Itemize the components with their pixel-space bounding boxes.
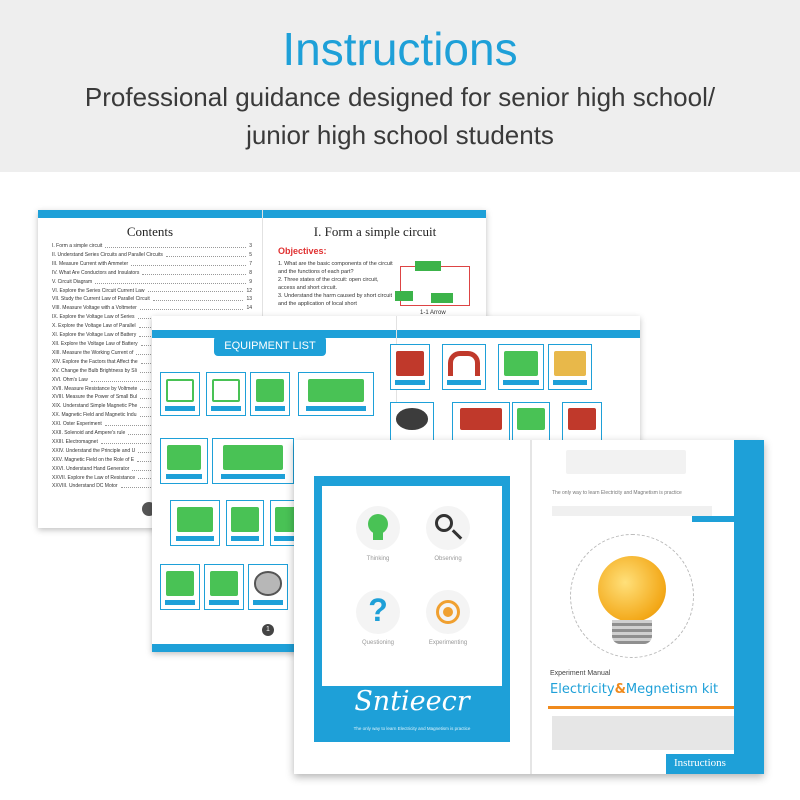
card-label	[231, 536, 260, 541]
switch-card	[160, 438, 208, 484]
toc-page: 7	[249, 260, 252, 267]
toc-label: XI. Explore the Voltage Law of Battery	[52, 332, 137, 339]
module-icon	[166, 571, 195, 596]
toc-label: XVII. Measure Resistance by Voltmete	[52, 385, 138, 392]
objective-item: 3. Understand the harm caused by short circuit and the application of local short	[278, 293, 393, 307]
toc-label: II. Understand Series Circuits and Parallel Circuits	[52, 251, 163, 258]
toc-row	[52, 278, 252, 287]
magnetic-needle-card	[498, 344, 544, 390]
card-label	[176, 536, 214, 541]
page-title: Instructions	[282, 23, 518, 75]
card-label	[553, 380, 587, 385]
battery-holder-card	[250, 372, 290, 416]
card-label	[253, 600, 283, 605]
switch-icon	[223, 445, 284, 470]
front-cover	[314, 476, 510, 742]
card-label	[255, 406, 285, 411]
toc-page: 13	[246, 296, 252, 303]
toc-row	[52, 269, 252, 278]
horseshoe-magnet-card	[442, 344, 486, 390]
card-label	[166, 474, 203, 479]
toc-label: XVIII. Measure the Power of Small Bul	[52, 394, 138, 401]
figure-caption: 1-1 Arrow	[420, 310, 446, 316]
toc-leader	[148, 287, 244, 293]
bulb-pack-card	[548, 344, 592, 390]
clip-card	[562, 402, 602, 442]
toc-row	[52, 295, 252, 304]
toc-label: V. Circuit Diagram	[52, 278, 93, 285]
toc-label: XXI. Oster Experiment	[52, 421, 102, 428]
module-icon	[210, 571, 239, 596]
toc-label: XIII. Measure the Working Current of	[52, 349, 134, 356]
rule-band	[552, 506, 712, 516]
kit-title	[550, 682, 718, 697]
toc-leader	[142, 269, 246, 275]
page-subtitle-line1: Professional guidance designed for senior high school/	[84, 82, 716, 112]
objectives-heading: Objectives:	[278, 246, 327, 256]
brand-name: Sntieecr	[354, 686, 470, 717]
card-label	[165, 600, 195, 605]
title-placeholder	[566, 450, 686, 474]
bulb-glass	[598, 556, 666, 622]
question-icon	[356, 590, 400, 646]
ammeter-card	[160, 372, 200, 416]
question-glyph: ?	[368, 592, 388, 628]
toc-leader	[166, 251, 246, 257]
header-banner	[0, 0, 800, 172]
magnifier-icon	[426, 506, 470, 562]
icon-label: Experimenting	[428, 640, 468, 646]
card-label	[306, 406, 365, 411]
toc-page: 9	[249, 278, 252, 285]
toc-label: XXVII. Explore the Law of Resistance	[52, 474, 136, 481]
bar-magnet-card	[390, 344, 430, 390]
toc-label: XX. Magnetic Field and Magnetic Indu	[52, 412, 137, 419]
bulb-base-card	[204, 564, 244, 610]
icon-label: Thinking	[366, 556, 390, 562]
toc-leader	[131, 260, 246, 266]
bulb-icon	[356, 506, 400, 562]
toc-page: 12	[246, 287, 252, 294]
wires-card	[452, 402, 510, 442]
toc-label: XIV. Explore the Factors that Affect the	[52, 358, 138, 365]
toc-label: XXIV. Understand the Principle and U	[52, 447, 136, 454]
circuit-component	[395, 291, 413, 301]
kit-title-part-a: Electricity	[550, 682, 615, 697]
bar-magnet-icon	[396, 351, 425, 376]
wire-module-card	[160, 564, 200, 610]
icon-label: Observing	[434, 556, 462, 562]
motor-icon	[396, 408, 428, 429]
horseshoe-magnet-icon	[448, 351, 480, 376]
bulb-glyph	[368, 514, 388, 534]
toc-label: IX. Explore the Voltage Law of Series	[52, 314, 135, 321]
page-number: 1	[262, 624, 274, 636]
footer-label: Instructions	[674, 757, 726, 769]
card-label	[221, 474, 285, 479]
lens-glyph	[435, 514, 453, 532]
toc-row	[52, 251, 252, 260]
section-title: I. Form a simple circuit	[313, 224, 437, 239]
toc-page: 8	[249, 269, 252, 276]
toc-leader	[95, 278, 246, 284]
objective-item: 2. Three states of the circuit: open circuit, access and short circuit.	[278, 277, 379, 291]
meter-icon	[212, 379, 241, 403]
toc-label: VI. Explore the Series Circuit Current Law	[52, 287, 145, 294]
title-underline	[548, 706, 734, 709]
bulb-screw	[612, 620, 652, 644]
toc-label: XVI. Ohm's Law	[52, 376, 88, 383]
kit-title-ampersand: &	[614, 682, 626, 697]
manual-label: Experiment Manual	[550, 670, 611, 677]
equipment-heading: EQUIPMENT LIST	[214, 336, 326, 356]
lightbulb-illustration	[562, 530, 702, 660]
card-label	[165, 406, 195, 411]
toc-leader	[140, 304, 244, 310]
battery-icon	[256, 379, 285, 403]
cover-panel	[322, 486, 502, 686]
meter-icon	[166, 379, 195, 403]
toc-row	[52, 287, 252, 296]
card-label	[447, 380, 481, 385]
page-subtitle-line2: junior high school students	[246, 120, 554, 150]
wire-icon	[460, 408, 503, 429]
toc-row	[52, 260, 252, 269]
compass-icon	[254, 571, 283, 596]
toc-label: VIII. Measure Voltage with a Voltmeter	[52, 305, 137, 312]
card-label	[209, 600, 239, 605]
booklet-fold	[530, 440, 532, 774]
kit-title-part-b: Megnetism kit	[625, 682, 719, 697]
motor-card	[390, 402, 434, 442]
toc-leader	[153, 295, 244, 301]
toc-label: XXVI. Understand Hand Generator	[52, 465, 130, 472]
accent-tab	[692, 516, 734, 522]
switch-icon	[167, 445, 202, 470]
cover-booklet	[294, 440, 764, 774]
resistor-card	[226, 500, 264, 546]
toc-label: IV. What Are Conductors and Insulators	[52, 269, 140, 276]
bulb-icon	[554, 351, 586, 376]
toc-label: XV. Change the Bulb Brightness by Sli	[52, 367, 137, 374]
resistor-icon	[231, 507, 258, 532]
toc-page: 5	[249, 251, 252, 258]
circuit-component	[415, 261, 441, 271]
rheostat-card	[170, 500, 220, 546]
objectives-text	[278, 260, 394, 308]
dot-glyph	[443, 607, 453, 617]
experiment-icon	[426, 590, 470, 646]
toc-page: 3	[249, 243, 252, 249]
card-label	[395, 380, 425, 385]
connector-icon	[517, 408, 544, 429]
clip-icon	[568, 408, 597, 429]
card-label	[503, 380, 538, 385]
toc-label: XXII. Solenoid and Ampere's rule	[52, 430, 126, 437]
light-module-card	[298, 372, 374, 416]
toc-label: VII. Study the Current Law of Parallel Circuit	[52, 296, 150, 303]
toc-label: XXV. Magnetic Field on the Role of E	[52, 456, 135, 463]
grey-band	[552, 716, 734, 750]
right-tagline: The only way to learn Electricity and Magnetism is practice	[552, 490, 682, 496]
switch-pair-card	[212, 438, 294, 484]
circuit-component	[431, 293, 453, 303]
compass-card	[248, 564, 288, 610]
bulb-base-glyph	[373, 532, 383, 540]
toc-row	[52, 242, 252, 251]
objective-item: 1. What are the basic components of the circuit and the functions of each part?	[278, 261, 393, 275]
toc-leader	[105, 242, 246, 248]
toc-label: III. Measure Current with Ammeter	[52, 260, 129, 267]
toc-label: XXIII. Electromagnet	[52, 438, 98, 445]
icon-label: Questioning	[361, 640, 395, 646]
toc-label: XII. Explore the Voltage Law of Battery	[52, 340, 138, 347]
toc-label: XIX. Understand Simple Magnetic Phe	[52, 403, 138, 410]
voltmeter-card	[206, 372, 246, 416]
cover-tagline: The only way to learn Electricity and Magnetism is practice	[353, 726, 471, 731]
rheostat-icon	[177, 507, 213, 532]
toc-page: 14	[246, 305, 252, 312]
handle-glyph	[452, 529, 463, 540]
right-edge-bar	[734, 440, 764, 774]
circuit-illustration	[400, 266, 470, 306]
toc-label: I. Form a simple circuit	[52, 243, 103, 249]
instructions-footer	[666, 754, 764, 774]
contents-heading: Contents	[126, 224, 174, 239]
toc-label: XXVIII. Understand DC Motor	[52, 483, 118, 490]
connector-card	[512, 402, 550, 442]
toc-label: X. Explore the Voltage Law of Parallel	[52, 323, 136, 330]
module-icon	[308, 379, 364, 403]
needle-icon	[504, 351, 537, 376]
card-label	[211, 406, 241, 411]
toc-row	[52, 304, 252, 313]
